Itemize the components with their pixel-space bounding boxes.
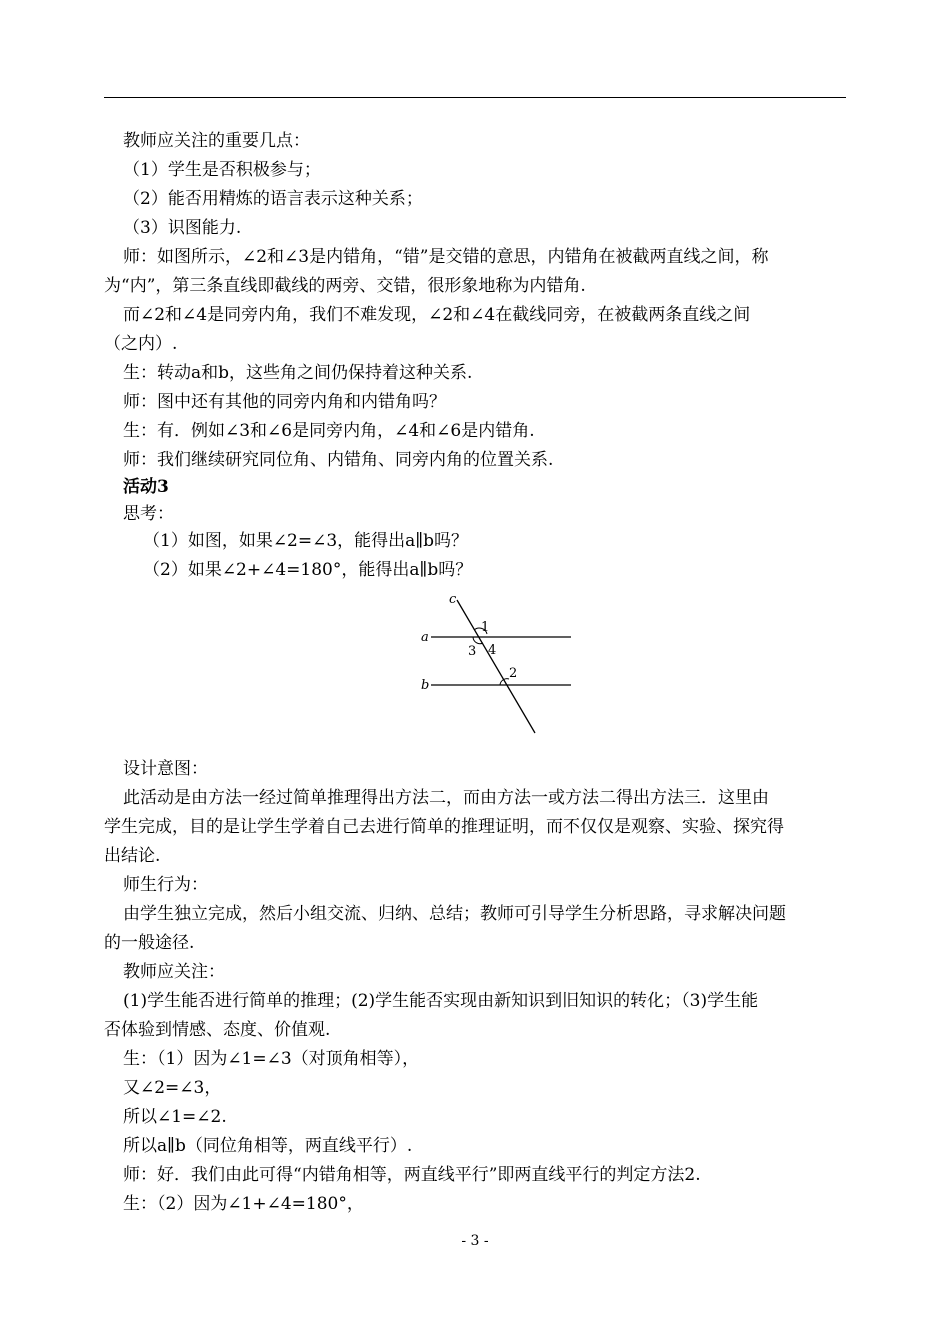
text-line: （1）学生是否积极参与；	[123, 160, 321, 180]
text-line: 师：我们继续研究同位角、内错角、同旁内角的位置关系.	[123, 450, 554, 470]
text-line: 为“内”，第三条直线即截线的两旁、交错，很形象地称为内错角.	[104, 276, 586, 296]
label-1: 1	[481, 620, 490, 635]
text-line: （3）识图能力.	[123, 218, 242, 238]
text-line: 所以a∥b（同位角相等，两直线平行）.	[123, 1136, 413, 1156]
text-line: 由学生独立完成，然后小组交流、归纳、总结；教师可引导学生分析思路，寻求解决问题	[123, 904, 786, 924]
text-line: 所以∠1=∠2.	[123, 1107, 227, 1127]
text-line: 否体验到情感、态度、价值观.	[104, 1020, 331, 1040]
label-b: b	[421, 678, 430, 693]
text-line: 的一般途径.	[104, 933, 195, 953]
parallel-lines-figure	[405, 585, 585, 735]
page-number: - 3 -	[461, 1233, 489, 1249]
text-line: 师：如图所示，∠2和∠3是内错角，“错”是交错的意思，内错角在被截两直线之间，称	[123, 247, 769, 267]
text-line: （2）如果∠2+∠4=180°，能得出a∥b吗？	[143, 560, 473, 580]
header-rule	[104, 97, 846, 98]
text-line: 学生完成，目的是让学生学着自己去进行简单的推理证明，而不仅仅是观察、实验、探究得	[104, 817, 784, 837]
text-line: 师：好．我们由此可得“内错角相等，两直线平行”即两直线平行的判定方法2.	[123, 1165, 701, 1185]
text-line: 教师应关注的重要几点：	[123, 131, 310, 151]
text-line: 师生行为：	[123, 875, 208, 895]
text-line: 活动3	[123, 477, 169, 497]
label-a: a	[421, 630, 429, 645]
text-line: 生：（1）因为∠1=∠3（对顶角相等），	[123, 1049, 420, 1069]
text-line: （之内）.	[104, 334, 178, 354]
text-line: 出结论.	[104, 846, 161, 866]
text-line: 此活动是由方法一经过简单推理得出方法二，而由方法一或方法二得出方法三．这里由	[123, 788, 769, 808]
label-3: 3	[468, 644, 477, 659]
text-line: 师：图中还有其他的同旁内角和内错角吗？	[123, 392, 446, 412]
text-line: 又∠2=∠3，	[123, 1078, 222, 1098]
label-4: 4	[488, 643, 497, 658]
transversal-c	[457, 600, 535, 733]
text-line: 生：（2）因为∠1+∠4=180°，	[123, 1194, 364, 1214]
text-line: 设计意图：	[123, 759, 208, 779]
text-line: 生：转动a和b，这些角之间仍保持着这种关系.	[123, 363, 473, 383]
label-c: c	[449, 592, 457, 607]
text-line: (1)学生能否进行简单的推理；(2)学生能否实现由新知识到旧知识的转化；（3)学生能	[123, 991, 759, 1011]
text-line: 而∠2和∠4是同旁内角，我们不难发现，∠2和∠4在截线同旁，在被截两条直线之间	[123, 305, 751, 325]
text-line: 生：有．例如∠3和∠6是同旁内角，∠4和∠6是内错角.	[123, 421, 535, 441]
label-2: 2	[509, 666, 518, 681]
text-line: 教师应关注：	[123, 962, 225, 982]
text-line: （1）如图，如果∠2=∠3，能得出a∥b吗？	[143, 531, 469, 551]
text-line: 思考：	[123, 504, 174, 524]
text-line: （2）能否用精炼的语言表示这种关系；	[123, 189, 423, 209]
